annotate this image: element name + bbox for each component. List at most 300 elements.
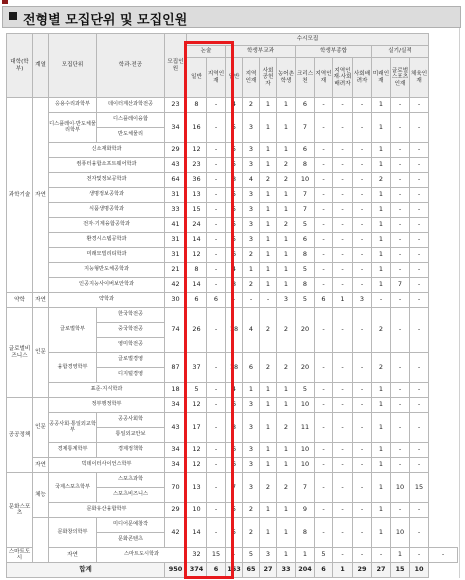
- value-cell: 6: [315, 293, 333, 308]
- value-cell: -: [353, 398, 372, 413]
- value-cell: 12: [187, 398, 207, 413]
- value-cell: -: [207, 233, 226, 248]
- value-cell: 31: [165, 248, 187, 263]
- division-cell: 인문: [33, 308, 49, 398]
- value-cell: -: [391, 398, 410, 413]
- value-cell: -: [429, 548, 458, 563]
- value-cell: 1: [372, 413, 391, 443]
- value-cell: -: [333, 383, 353, 398]
- value-cell: -: [410, 158, 429, 173]
- value-cell: -: [207, 458, 226, 473]
- value-cell: 3: [243, 443, 260, 458]
- value-cell: 41: [165, 218, 187, 233]
- value-cell: 8: [296, 518, 315, 548]
- value-cell: 4: [226, 383, 243, 398]
- value-cell: 34: [165, 443, 187, 458]
- value-cell: 2: [277, 353, 296, 383]
- value-cell: -: [353, 548, 372, 563]
- value-cell: 1: [372, 458, 391, 473]
- value-cell: 1: [277, 278, 296, 293]
- value-cell: -: [410, 503, 429, 518]
- value-cell: 21: [165, 263, 187, 278]
- value-cell: -: [207, 143, 226, 158]
- value-cell: -: [353, 188, 372, 203]
- value-cell: -: [315, 203, 333, 218]
- value-cell: 1: [277, 263, 296, 278]
- value-cell: 18: [226, 353, 243, 383]
- value-cell: -: [353, 503, 372, 518]
- value-cell: 2: [260, 353, 277, 383]
- value-cell: 6: [296, 233, 315, 248]
- total-value: 29: [353, 563, 372, 578]
- value-cell: 2: [277, 308, 296, 353]
- value-cell: 3: [243, 413, 260, 443]
- value-cell: 10: [296, 443, 315, 458]
- value-cell: -: [207, 263, 226, 278]
- value-cell: -: [410, 383, 429, 398]
- value-cell: -: [207, 503, 226, 518]
- value-cell: -: [315, 173, 333, 188]
- value-cell: 1: [243, 263, 260, 278]
- value-cell: 2: [277, 473, 296, 503]
- value-cell: 17: [187, 413, 207, 443]
- value-cell: 3: [243, 233, 260, 248]
- value-cell: -: [391, 218, 410, 233]
- value-cell: -: [207, 158, 226, 173]
- value-cell: 3: [353, 293, 372, 308]
- value-cell: -: [391, 233, 410, 248]
- table-row: [7, 98, 458, 113]
- unit-cell: 공공사회·통일외교학부: [49, 413, 97, 443]
- value-cell: 3: [243, 113, 260, 143]
- value-cell: 1: [277, 113, 296, 143]
- division-cell: 자연: [49, 548, 97, 563]
- value-cell: 1: [260, 458, 277, 473]
- division-cell: 자연: [33, 293, 49, 308]
- value-cell: -: [410, 143, 429, 158]
- value-cell: 12: [187, 248, 207, 263]
- value-cell: -: [226, 548, 243, 563]
- value-cell: 11: [296, 413, 315, 443]
- value-cell: -: [243, 293, 260, 308]
- value-cell: 1: [372, 248, 391, 263]
- value-cell: 1: [260, 383, 277, 398]
- value-cell: 15: [207, 548, 226, 563]
- value-cell: -: [333, 503, 353, 518]
- value-cell: -: [353, 248, 372, 263]
- value-cell: -: [410, 413, 429, 443]
- value-cell: 2: [243, 503, 260, 518]
- value-cell: -: [333, 218, 353, 233]
- table-row: [7, 218, 458, 233]
- value-cell: 1: [260, 143, 277, 158]
- value-cell: 7: [296, 203, 315, 218]
- value-cell: -: [315, 353, 333, 383]
- value-cell: -: [333, 98, 353, 113]
- value-cell: 7: [296, 188, 315, 203]
- value-cell: -: [410, 308, 429, 353]
- unit-cell: 빅데이터사이언스학부: [49, 458, 165, 473]
- table-row: [7, 518, 458, 533]
- value-cell: 24: [187, 218, 207, 233]
- value-cell: 33: [165, 203, 187, 218]
- value-cell: 1: [277, 383, 296, 398]
- top-accent-bar: [2, 0, 8, 4]
- unit-cell: 환경시스템공학과: [49, 233, 165, 248]
- section-title: 전형별 모집단위 및 모집인원: [23, 13, 188, 28]
- division-cell: [33, 518, 49, 563]
- value-cell: 1: [372, 278, 391, 293]
- table-row: [7, 458, 458, 473]
- total-value: 204: [296, 563, 315, 578]
- header-susi: 수시모집: [187, 34, 429, 46]
- value-cell: 5: [296, 383, 315, 398]
- value-cell: -: [391, 353, 410, 383]
- value-cell: 1: [372, 503, 391, 518]
- value-cell: 1: [277, 503, 296, 518]
- value-cell: 13: [187, 473, 207, 503]
- value-cell: 8: [296, 278, 315, 293]
- value-cell: 43: [165, 158, 187, 173]
- major-cell: 중국학전공: [97, 323, 165, 338]
- value-cell: 5: [226, 158, 243, 173]
- value-cell: -: [207, 98, 226, 113]
- sub-header: 미래인재: [372, 58, 391, 98]
- value-cell: 4: [243, 308, 260, 353]
- value-cell: 1: [372, 518, 391, 548]
- value-cell: 20: [296, 353, 315, 383]
- value-cell: -: [353, 173, 372, 188]
- value-cell: 74: [165, 308, 187, 353]
- table-row: [7, 383, 458, 398]
- value-cell: 1: [333, 293, 353, 308]
- value-cell: 36: [187, 173, 207, 188]
- value-cell: -: [260, 293, 277, 308]
- table-row: [7, 503, 458, 518]
- value-cell: -: [315, 188, 333, 203]
- value-cell: -: [333, 188, 353, 203]
- sub-header: 지역인재·사회배려자: [333, 58, 353, 98]
- value-cell: -: [207, 188, 226, 203]
- value-cell: 1: [277, 188, 296, 203]
- division-cell: 자연: [33, 98, 49, 293]
- value-cell: 3: [277, 293, 296, 308]
- value-cell: -: [353, 113, 372, 143]
- value-cell: -: [372, 548, 391, 563]
- table-row: [7, 473, 458, 488]
- value-cell: 2: [372, 308, 391, 353]
- value-cell: -: [207, 413, 226, 443]
- sub-header: 크리스천: [296, 58, 315, 98]
- division-cell: 인문: [33, 398, 49, 458]
- value-cell: -: [333, 158, 353, 173]
- value-cell: -: [333, 143, 353, 158]
- value-cell: 5: [187, 383, 207, 398]
- value-cell: 8: [226, 173, 243, 188]
- value-cell: 1: [277, 398, 296, 413]
- major-cell: 스포츠과학: [97, 473, 165, 488]
- value-cell: -: [315, 98, 333, 113]
- major-cell: 경제정책학: [97, 443, 165, 458]
- value-cell: 1: [260, 113, 277, 143]
- value-cell: 34: [165, 113, 187, 143]
- value-cell: -: [391, 143, 410, 158]
- unit-cell: 식품생명공학과: [49, 203, 165, 218]
- value-cell: -: [410, 233, 429, 248]
- value-cell: 7: [391, 278, 410, 293]
- total-label: 합계: [7, 563, 165, 578]
- college-cell: 약학: [7, 293, 33, 308]
- value-cell: -: [391, 188, 410, 203]
- value-cell: 1: [296, 548, 315, 563]
- value-cell: 32: [187, 548, 207, 563]
- value-cell: -: [315, 518, 333, 548]
- value-cell: -: [353, 443, 372, 458]
- value-cell: -: [353, 98, 372, 113]
- table-row: [7, 143, 458, 158]
- value-cell: 3: [243, 188, 260, 203]
- value-cell: -: [333, 113, 353, 143]
- value-cell: 70: [165, 473, 187, 503]
- total-value: 27: [372, 563, 391, 578]
- value-cell: 5: [226, 233, 243, 248]
- value-cell: 5: [226, 203, 243, 218]
- value-cell: 1: [243, 383, 260, 398]
- value-cell: -: [391, 98, 410, 113]
- value-cell: 1: [391, 548, 410, 563]
- value-cell: -: [207, 173, 226, 188]
- value-cell: 30: [165, 293, 187, 308]
- value-cell: -: [315, 398, 333, 413]
- unit-cell: 글로벌학부: [49, 308, 97, 353]
- value-cell: -: [391, 158, 410, 173]
- sub-header: 일반: [226, 58, 243, 98]
- sub-header: 지역인재: [315, 58, 333, 98]
- value-cell: 29: [165, 143, 187, 158]
- sub-header: 체육인재: [410, 58, 429, 98]
- division-cell: 자연: [33, 458, 49, 473]
- value-cell: -: [315, 458, 333, 473]
- value-cell: 1: [372, 188, 391, 203]
- college-cell: 과학기술: [7, 98, 33, 293]
- value-cell: 3: [243, 203, 260, 218]
- value-cell: -: [353, 473, 372, 503]
- value-cell: 4: [226, 263, 243, 278]
- value-cell: -: [353, 413, 372, 443]
- value-cell: -: [353, 263, 372, 278]
- value-cell: 1: [372, 473, 391, 503]
- total-value: 27: [260, 563, 277, 578]
- total-value: 15: [391, 563, 410, 578]
- value-cell: -: [333, 443, 353, 458]
- value-cell: 8: [226, 278, 243, 293]
- value-cell: 3: [260, 548, 277, 563]
- header-practical: 실기/실적: [372, 46, 429, 58]
- value-cell: 2: [260, 473, 277, 503]
- value-cell: 1: [277, 143, 296, 158]
- section-title-bar: [2, 6, 461, 28]
- total-value: 950: [165, 563, 187, 578]
- value-cell: 2: [277, 173, 296, 188]
- value-cell: 6: [226, 248, 243, 263]
- major-cell: 한국학전공: [97, 308, 165, 323]
- value-cell: 8: [296, 158, 315, 173]
- value-cell: 5: [226, 218, 243, 233]
- value-cell: -: [353, 233, 372, 248]
- value-cell: -: [315, 503, 333, 518]
- value-cell: -: [410, 458, 429, 473]
- header-comprehensive: 학생부종합: [296, 46, 372, 58]
- total-value: 6: [207, 563, 226, 578]
- sub-header: 사회공헌자: [260, 58, 277, 98]
- value-cell: 20: [296, 308, 315, 353]
- total-value: 1: [333, 563, 353, 578]
- major-cell: 공공사회학: [97, 413, 165, 428]
- value-cell: 2: [277, 158, 296, 173]
- table-row: [7, 548, 458, 563]
- value-cell: 6: [296, 98, 315, 113]
- value-cell: 34: [165, 458, 187, 473]
- value-cell: -: [315, 113, 333, 143]
- value-cell: 1: [372, 443, 391, 458]
- header-essay: 논술: [187, 46, 226, 58]
- value-cell: -: [315, 413, 333, 443]
- sub-header: 글로벌스포츠인재: [391, 58, 410, 98]
- total-row: [7, 563, 458, 578]
- value-cell: 7: [226, 473, 243, 503]
- unit-cell: 스마트도시학과: [97, 548, 187, 563]
- value-cell: -: [333, 203, 353, 218]
- value-cell: 3: [243, 158, 260, 173]
- value-cell: 8: [187, 98, 207, 113]
- value-cell: 1: [260, 518, 277, 548]
- value-cell: -: [207, 398, 226, 413]
- value-cell: -: [410, 263, 429, 278]
- value-cell: 1: [260, 278, 277, 293]
- value-cell: 87: [165, 353, 187, 383]
- value-cell: -: [391, 263, 410, 278]
- value-cell: 64: [165, 173, 187, 188]
- unit-cell: 응용수리과학부: [49, 98, 97, 113]
- value-cell: -: [315, 443, 333, 458]
- major-cell: 글로벌경영: [97, 353, 165, 368]
- value-cell: 1: [260, 248, 277, 263]
- total-value: 374: [187, 563, 207, 578]
- major-cell: 영미학전공: [97, 338, 165, 353]
- table-row: [7, 413, 458, 428]
- value-cell: -: [333, 263, 353, 278]
- major-cell: 통일외교안보: [97, 428, 165, 443]
- value-cell: -: [410, 278, 429, 293]
- value-cell: 1: [260, 443, 277, 458]
- value-cell: 12: [187, 458, 207, 473]
- sub-header: 농어촌학생: [277, 58, 296, 98]
- value-cell: -: [372, 293, 391, 308]
- value-cell: -: [226, 293, 243, 308]
- value-cell: -: [207, 203, 226, 218]
- value-cell: 1: [260, 188, 277, 203]
- value-cell: 1: [260, 98, 277, 113]
- value-cell: -: [333, 458, 353, 473]
- total-value: 10: [410, 563, 429, 578]
- value-cell: 7: [296, 113, 315, 143]
- value-cell: -: [410, 188, 429, 203]
- sub-header: 지역인재: [207, 58, 226, 98]
- value-cell: 6: [243, 353, 260, 383]
- unit-cell: 경제통계학부: [49, 443, 97, 458]
- header-unit: 모집단위: [49, 34, 97, 98]
- value-cell: -: [391, 173, 410, 188]
- total-value: 65: [243, 563, 260, 578]
- value-cell: 1: [277, 518, 296, 548]
- value-cell: 42: [165, 278, 187, 293]
- header-college: 대학(학부): [7, 34, 33, 98]
- value-cell: 31: [165, 233, 187, 248]
- value-cell: 1: [372, 98, 391, 113]
- value-cell: -: [353, 383, 372, 398]
- value-cell: -: [353, 218, 372, 233]
- value-cell: 2: [243, 98, 260, 113]
- value-cell: 10: [296, 173, 315, 188]
- value-cell: 2: [277, 218, 296, 233]
- value-cell: 10: [296, 458, 315, 473]
- header-division: 계열: [33, 34, 49, 98]
- value-cell: -: [410, 98, 429, 113]
- unit-cell: 디스플레이·반도체물리학부: [49, 113, 97, 143]
- table-row: [7, 308, 458, 323]
- value-cell: 1: [372, 398, 391, 413]
- admission-quota-table: [6, 33, 458, 578]
- value-cell: -: [391, 308, 410, 353]
- value-cell: 6: [207, 293, 226, 308]
- value-cell: 1: [372, 383, 391, 398]
- value-cell: 5: [243, 548, 260, 563]
- value-cell: 1: [260, 503, 277, 518]
- table-row: [7, 203, 458, 218]
- major-cell: 디지털경영: [97, 368, 165, 383]
- table-row: [7, 158, 458, 173]
- value-cell: 5: [226, 518, 243, 548]
- value-cell: 6: [226, 398, 243, 413]
- value-cell: -: [333, 233, 353, 248]
- value-cell: -: [315, 248, 333, 263]
- value-cell: 1: [277, 233, 296, 248]
- value-cell: -: [353, 143, 372, 158]
- value-cell: 2: [372, 173, 391, 188]
- value-cell: 3: [243, 398, 260, 413]
- value-cell: -: [333, 398, 353, 413]
- value-cell: 5: [296, 263, 315, 278]
- unit-cell: 문화창의학부: [49, 518, 97, 548]
- major-cell: 미디어문예창작: [97, 518, 165, 533]
- sub-header: 지역인재: [243, 58, 260, 98]
- value-cell: 1: [277, 98, 296, 113]
- value-cell: 9: [296, 503, 315, 518]
- value-cell: -: [353, 518, 372, 548]
- value-cell: -: [410, 443, 429, 458]
- table-row: [7, 113, 458, 128]
- value-cell: -: [315, 383, 333, 398]
- value-cell: 1: [372, 143, 391, 158]
- unit-cell: 융합경영학부: [49, 353, 97, 383]
- table-row: [7, 443, 458, 458]
- value-cell: 1: [277, 248, 296, 263]
- value-cell: 6: [187, 293, 207, 308]
- value-cell: -: [333, 278, 353, 293]
- value-cell: -: [353, 353, 372, 383]
- value-cell: -: [207, 248, 226, 263]
- unit-cell: 미래모빌리티학과: [49, 248, 165, 263]
